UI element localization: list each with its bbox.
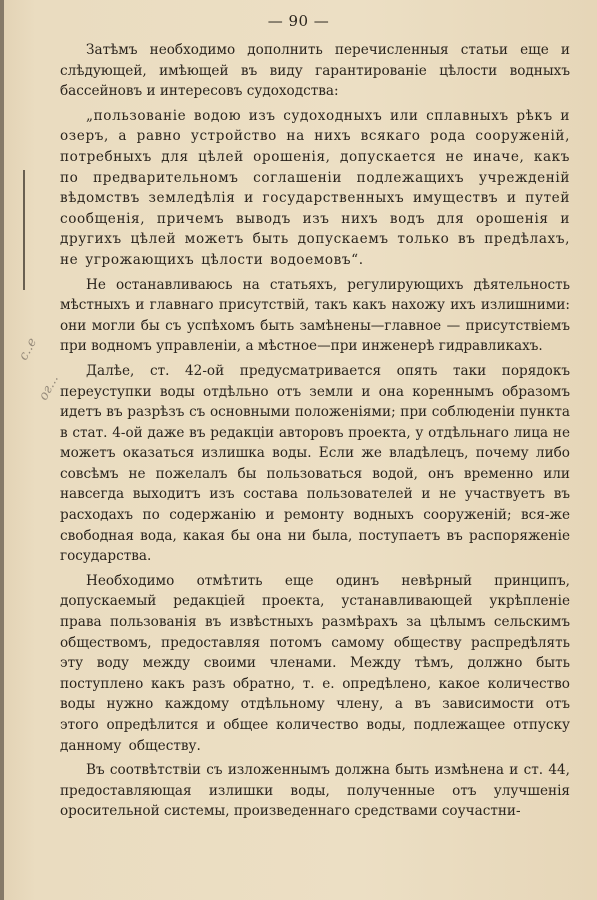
paragraph: Затѣмъ необходимо дополнить перечисленныя статьи еще и слѣдующей, имѣющей въ виду гарантированіе цѣлости водныхъ бассейновъ и интересовъ судоходства: bbox=[60, 42, 570, 100]
body-text bbox=[60, 40, 570, 826]
handwritten-margin-note bbox=[6, 316, 60, 406]
page-number: — 90 — bbox=[267, 12, 330, 30]
paragraph: Далѣе, ст. 42-ой предусматривается опять таки порядокъ переуступки воды отдѣльно отъ земли и она кореннымъ образомъ идетъ въ разрѣзъ съ основными положеніями; при соблюденіи пункта в стат. 4-ой даже въ редакціи авторовъ проекта, у отдѣльнаго лица не можетъ оказаться излишка воды. Если же владѣлецъ, почему либо совсѣмъ не пожелалъ бы пользоваться водой, онъ временно или навсегда выходитъ изъ состава пользователей и не участвуетъ въ расходахъ по содержанію и ремонту водныхъ сооруженій; вся-же свободная вода, какая бы она ни была, поступаетъ въ распоряженіе государства. bbox=[60, 362, 570, 565]
quoted-article: „пользованіе водою изъ судоходныхъ или сплавныхъ рѣкъ и озеръ, а равно устройство на нихъ всякаго рода сооруженій, потребныхъ для цѣлей орошенія, допускается не иначе, какъ по предварительномъ соглашеніи подлежащихъ учрежденій вѣдомствъ земледѣлія и государственныхъ имуществъ и путей сообщенія, причемъ выводъ изъ нихъ водъ для орошенія и другихъ цѣлей можетъ быть допускаемъ только въ предѣлахъ, не угрожающихъ цѣлости водоемовъ“. bbox=[60, 107, 570, 268]
paragraph: Необходимо отмѣтить еще одинъ невѣрный принципъ, допускаемый редакціей проекта, устанавливающей укрѣпленіе права пользованія въ извѣстныхъ размѣрахъ за цѣлымъ сельскимъ обществомъ, предоставляя потомъ самому обществу распредѣлять эту воду между своими членами. Между тѣмъ, должно быть поступлено какъ разъ обратно, т. е. опредѣлено, какое количество воды нужно каждому отдѣльному члену, а въ зависимости отъ этого опредѣлится и общее количество воды, подлежащее отпуску данному обществу. bbox=[60, 572, 570, 754]
margin-line-mark bbox=[23, 170, 25, 290]
paragraph: Въ соотвѣтствіи съ изложеннымъ должна быть измѣнена и ст. 44, предоставляющая излишки воды, полученные отъ улучшенія оросительной системы, произведеннаго средствами соучастни- bbox=[60, 762, 570, 820]
margin-note-line: с..е bbox=[16, 335, 41, 364]
margin-note-line: ог... bbox=[36, 372, 62, 404]
binding-edge bbox=[0, 0, 4, 900]
paragraph: Не останавливаюсь на статьяхъ, регулирующихъ дѣятельность мѣстныхъ и главнаго присутствій, такъ какъ нахожу ихъ излишними: они могли бы съ успѣхомъ быть замѣнены—главное — присутствіемъ при водномъ управленіи, а мѣстное—при инженерѣ гидравликахъ. bbox=[60, 276, 570, 355]
